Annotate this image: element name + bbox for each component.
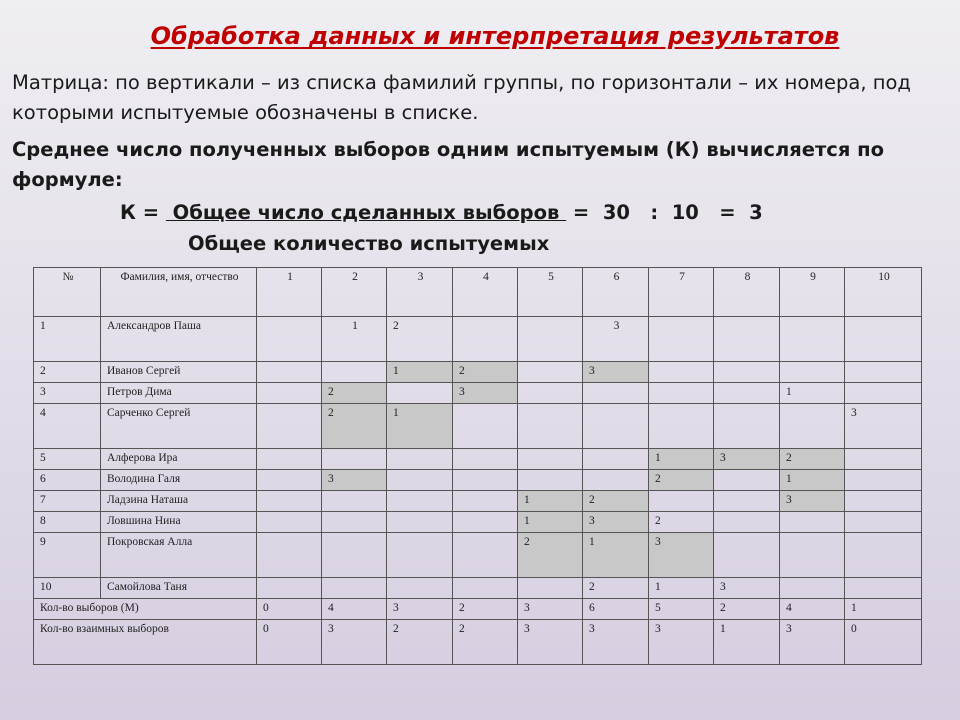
header-cell: Фамилия, имя, отчество [101, 268, 257, 317]
matrix-cell [714, 317, 780, 362]
table-row [34, 449, 922, 470]
matrix-cell [257, 512, 322, 533]
summary-cell: 0 [845, 620, 922, 665]
row-name: Александров Паша [101, 317, 257, 362]
matrix-cell: 3 [845, 404, 922, 449]
matrix-cell [387, 578, 453, 599]
matrix-cell [453, 470, 518, 491]
summary-label: Кол-во взаимных выборов [34, 620, 257, 665]
header-cell: 2 [322, 268, 387, 317]
header-cell: 5 [518, 268, 583, 317]
matrix-cell [518, 470, 583, 491]
row-number: 4 [34, 404, 101, 449]
matrix-cell: 2 [649, 470, 714, 491]
formula-line [120, 201, 763, 224]
matrix-cell: 3 [780, 491, 845, 512]
formula-denominator: Общее количество испытуемых [188, 232, 550, 255]
matrix-cell: 2 [649, 512, 714, 533]
summary-cell: 2 [714, 599, 780, 620]
matrix-cell [453, 317, 518, 362]
summary-cell: 4 [322, 599, 387, 620]
matrix-cell: 2 [583, 491, 649, 512]
matrix-cell [714, 512, 780, 533]
matrix-cell [845, 491, 922, 512]
matrix-cell [518, 578, 583, 599]
summary-row-mutual [34, 620, 922, 665]
matrix-cell [714, 404, 780, 449]
row-name: Покровская Алла [101, 533, 257, 578]
matrix-cell [583, 404, 649, 449]
matrix-cell [257, 404, 322, 449]
matrix-cell: 3 [583, 362, 649, 383]
matrix-cell: 3 [583, 317, 649, 362]
matrix-cell [780, 317, 845, 362]
formula-result: = 30 : 10 = 3 [566, 201, 763, 224]
matrix-cell [453, 449, 518, 470]
matrix-cell [845, 362, 922, 383]
matrix-cell: 3 [714, 449, 780, 470]
summary-cell: 3 [322, 620, 387, 665]
matrix-cell [780, 533, 845, 578]
row-number: 9 [34, 533, 101, 578]
table-row [34, 470, 922, 491]
matrix-cell [714, 533, 780, 578]
row-number: 10 [34, 578, 101, 599]
matrix-cell: 3 [714, 578, 780, 599]
formula-description: Среднее число полученных выборов одним испытуемым (К) вычисляется по формуле: [12, 138, 885, 191]
matrix-cell: 3 [453, 383, 518, 404]
matrix-cell [649, 362, 714, 383]
row-name: Володина Галя [101, 470, 257, 491]
matrix-cell [518, 362, 583, 383]
row-name: Сарченко Сергей [101, 404, 257, 449]
table-row [34, 404, 922, 449]
matrix-cell [453, 533, 518, 578]
matrix-cell [780, 362, 845, 383]
matrix-cell [845, 317, 922, 362]
matrix-cell: 3 [583, 512, 649, 533]
summary-cell: 3 [387, 599, 453, 620]
summary-cell: 3 [518, 620, 583, 665]
summary-cell: 6 [583, 599, 649, 620]
summary-cell: 0 [257, 620, 322, 665]
summary-cell: 1 [714, 620, 780, 665]
summary-cell: 1 [845, 599, 922, 620]
matrix-cell: 1 [518, 512, 583, 533]
matrix-cell [780, 578, 845, 599]
formula-prefix: К = [120, 201, 166, 224]
row-name: Самойлова Таня [101, 578, 257, 599]
matrix-cell [322, 491, 387, 512]
formula-numerator: Общее число сделанных выборов [165, 201, 567, 224]
matrix-cell [518, 449, 583, 470]
header-cell: 6 [583, 268, 649, 317]
matrix-cell [257, 533, 322, 578]
matrix-cell [257, 491, 322, 512]
matrix-cell [649, 404, 714, 449]
matrix-description: Матрица: по вертикали – из списка фамилий группы, по горизонтали – их номера, под которыми испытуемые обозначены в списке. [12, 71, 911, 124]
matrix-cell [845, 533, 922, 578]
matrix-cell [453, 491, 518, 512]
header-cell: 3 [387, 268, 453, 317]
matrix-cell [387, 533, 453, 578]
table-header-row [34, 268, 922, 317]
matrix-cell [583, 470, 649, 491]
matrix-cell [649, 317, 714, 362]
matrix-cell [845, 512, 922, 533]
matrix-cell [845, 578, 922, 599]
matrix-cell: 3 [649, 533, 714, 578]
matrix-cell [257, 317, 322, 362]
matrix-cell: 2 [453, 362, 518, 383]
matrix-cell [714, 470, 780, 491]
matrix-cell [257, 383, 322, 404]
matrix-cell: 2 [387, 317, 453, 362]
matrix-cell [453, 404, 518, 449]
matrix-cell: 1 [387, 362, 453, 383]
row-number: 5 [34, 449, 101, 470]
table-row [34, 512, 922, 533]
matrix-cell: 1 [387, 404, 453, 449]
matrix-cell [518, 404, 583, 449]
matrix-cell [257, 449, 322, 470]
matrix-cell [322, 533, 387, 578]
matrix-cell [649, 383, 714, 404]
table-row [34, 491, 922, 512]
summary-cell: 2 [453, 599, 518, 620]
matrix-cell: 2 [780, 449, 845, 470]
table-row [34, 533, 922, 578]
row-name: Ловшина Нина [101, 512, 257, 533]
summary-cell: 3 [780, 620, 845, 665]
row-name: Иванов Сергей [101, 362, 257, 383]
matrix-cell [780, 404, 845, 449]
slide-title: Обработка данных и интерпретация результатов [150, 22, 840, 50]
matrix-cell: 1 [518, 491, 583, 512]
summary-row-choices [34, 599, 922, 620]
matrix-cell [257, 578, 322, 599]
matrix-cell [322, 449, 387, 470]
matrix-cell [453, 578, 518, 599]
row-number: 7 [34, 491, 101, 512]
row-number: 8 [34, 512, 101, 533]
matrix-cell [518, 383, 583, 404]
matrix-cell: 1 [649, 578, 714, 599]
header-cell: 8 [714, 268, 780, 317]
matrix-cell [583, 449, 649, 470]
row-name: Ладзина Наташа [101, 491, 257, 512]
matrix-cell [583, 383, 649, 404]
summary-cell: 0 [257, 599, 322, 620]
matrix-cell: 1 [649, 449, 714, 470]
matrix-cell [322, 512, 387, 533]
header-cell: 7 [649, 268, 714, 317]
summary-cell: 5 [649, 599, 714, 620]
matrix-cell [518, 317, 583, 362]
matrix-cell: 2 [583, 578, 649, 599]
row-number: 6 [34, 470, 101, 491]
header-cell: № [34, 268, 101, 317]
matrix-cell [714, 491, 780, 512]
matrix-cell [649, 491, 714, 512]
matrix-cell [387, 383, 453, 404]
table-row [34, 383, 922, 404]
matrix-cell: 2 [322, 404, 387, 449]
header-cell: 9 [780, 268, 845, 317]
header-cell: 1 [257, 268, 322, 317]
matrix-cell [714, 362, 780, 383]
summary-cell: 3 [649, 620, 714, 665]
header-cell: 10 [845, 268, 922, 317]
summary-cell: 2 [453, 620, 518, 665]
summary-cell: 4 [780, 599, 845, 620]
matrix-cell [780, 512, 845, 533]
matrix-cell [322, 578, 387, 599]
matrix-cell [387, 512, 453, 533]
matrix-cell [845, 449, 922, 470]
matrix-cell [845, 470, 922, 491]
summary-cell: 2 [387, 620, 453, 665]
row-name: Петров Дима [101, 383, 257, 404]
table-row [34, 362, 922, 383]
matrix-cell: 1 [780, 470, 845, 491]
matrix-cell [257, 362, 322, 383]
row-number: 2 [34, 362, 101, 383]
row-number: 3 [34, 383, 101, 404]
sociometric-matrix [33, 267, 922, 665]
matrix-cell: 3 [322, 470, 387, 491]
summary-cell: 3 [583, 620, 649, 665]
matrix-cell: 2 [518, 533, 583, 578]
matrix-cell: 1 [583, 533, 649, 578]
matrix-cell: 1 [322, 317, 387, 362]
table-row [34, 578, 922, 599]
matrix-cell [453, 512, 518, 533]
row-name: Алферова Ира [101, 449, 257, 470]
summary-label: Кол-во выборов (М) [34, 599, 257, 620]
matrix-cell: 1 [780, 383, 845, 404]
matrix-cell [845, 383, 922, 404]
header-cell: 4 [453, 268, 518, 317]
matrix-cell [387, 449, 453, 470]
matrix-cell [387, 470, 453, 491]
matrix-cell [714, 383, 780, 404]
table-row [34, 317, 922, 362]
summary-cell: 3 [518, 599, 583, 620]
matrix-cell [387, 491, 453, 512]
row-number: 1 [34, 317, 101, 362]
matrix-cell [257, 470, 322, 491]
matrix-cell [322, 362, 387, 383]
matrix-cell: 2 [322, 383, 387, 404]
